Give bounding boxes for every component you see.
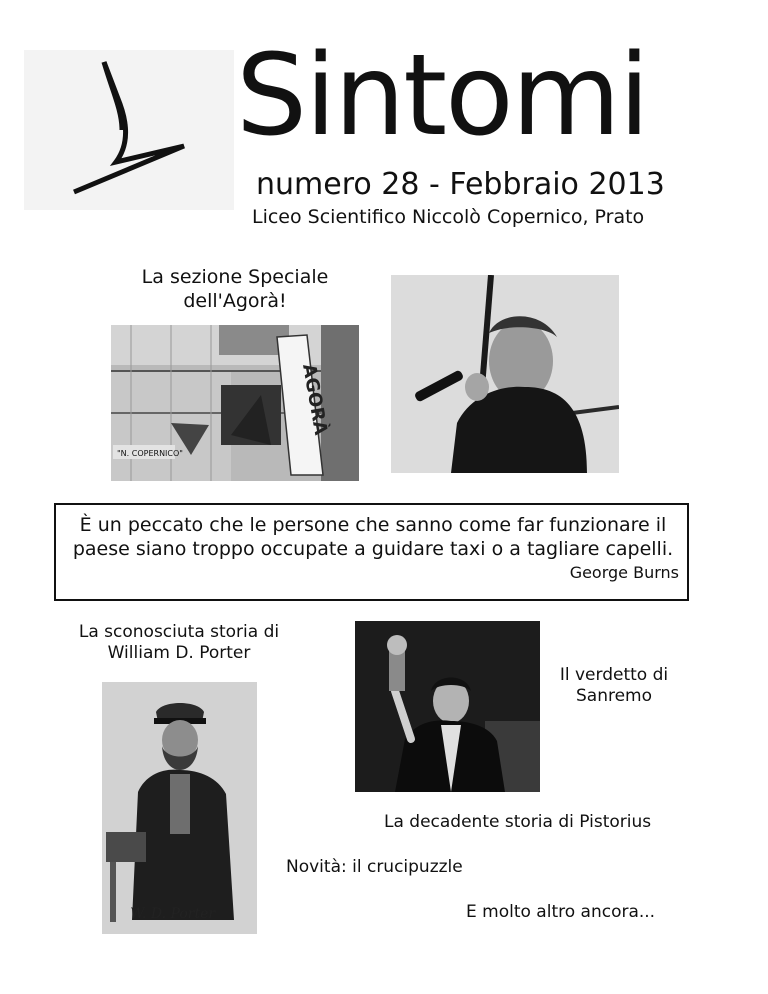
magazine-title: Sintomi	[236, 31, 648, 161]
magazine-logo	[24, 50, 234, 210]
agora-photo	[111, 325, 359, 481]
porter-signature: W. D. Porter	[130, 906, 216, 922]
quote-text: È un peccato che le persone che sanno come far funzionare il paese siano troppo occupate a guidare taxi o a tagliare capelli.	[72, 514, 674, 561]
school-name: Liceo Scientifico Niccolò Copernico, Prato	[252, 206, 645, 228]
more-content-line: E molto altro ancora...	[466, 902, 656, 922]
building-sign-text: "N. COPERNICO"	[117, 449, 183, 458]
pistorius-headline: La decadente storia di Pistorius	[384, 812, 652, 832]
crucipuzzle-headline: Novità: il crucipuzzle	[286, 857, 463, 877]
porter-caption: La sconosciuta storia di William D. Porter	[78, 622, 280, 664]
agora-caption: La sezione Speciale dell'Agorà!	[141, 266, 329, 312]
singer-photo	[391, 275, 619, 473]
banner-text: AGORÀ	[298, 362, 332, 437]
issue-number: numero 28 - Febbraio 2013	[256, 167, 665, 202]
sanremo-caption: Il verdetto di Sanremo	[559, 665, 669, 707]
quote-box	[54, 503, 689, 601]
porter-photo	[102, 682, 257, 934]
sanremo-photo	[355, 621, 540, 792]
quote-author: George Burns	[569, 563, 679, 582]
